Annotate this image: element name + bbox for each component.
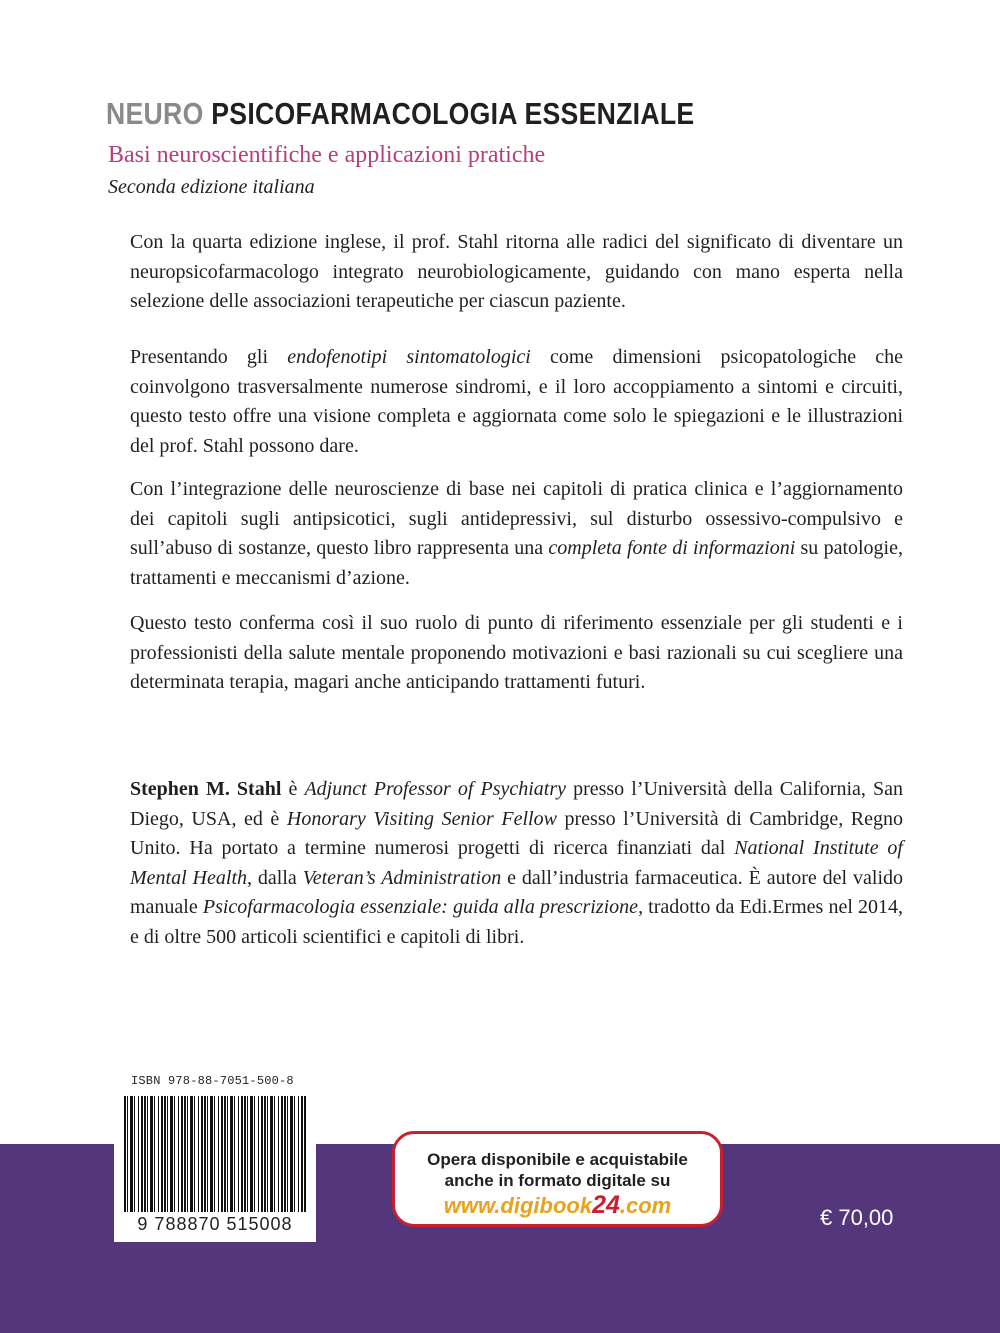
url-part-c: .com	[619, 1193, 672, 1218]
url-part-b: 24	[592, 1191, 620, 1219]
author-bio	[130, 775, 903, 953]
price-label: € 70,00	[820, 1205, 894, 1230]
digibook-link[interactable]	[395, 1192, 720, 1219]
title-prefix: NEURO	[106, 96, 204, 131]
digital-line-2: anche in formato digitale su	[444, 1171, 671, 1190]
digital-availability-box	[392, 1131, 723, 1227]
author-text-3: presso l’Università di Cambridge, Regno Unito. Ha portato a termine numerosi progetti di ricerca finanziati dal	[130, 807, 903, 860]
author-emphasis-2: Honorary Visiting Senior Fellow	[286, 807, 557, 830]
book-title	[106, 96, 694, 132]
digital-line-1: Opera disponibile e acquistabile	[427, 1150, 688, 1169]
barcode-bars	[124, 1096, 306, 1212]
edition-label: Seconda edizione italiana	[108, 176, 315, 198]
author-emphasis-4: Veteran’s Administration	[302, 866, 502, 889]
author-text-2: presso l’Università della California, San Diego, USA, ed è	[130, 778, 903, 830]
author-emphasis-1: Adjunct Professor of Psychiatry	[304, 778, 566, 800]
author-text-4: , dalla	[247, 866, 303, 889]
p2-text-b: come dimensioni psicopatologiche che coinvolgono trasversalmente numerose sindromi, e il loro accoppiamento a sintomi e circuiti, questo testo offre una visione completa e aggiornata come solo le spiegazioni e le illustrazioni del prof. Stahl possono dare.	[130, 346, 903, 457]
title-main: PSICOFARMACOLOGIA ESSENZIALE	[211, 96, 695, 131]
barcode	[114, 1090, 316, 1242]
author-text-6: , tradotto da Edi.Ermes nel 2014, e di oltre 500 articoli scientifici e capitoli di libri.	[130, 896, 903, 948]
blurb-paragraph-4: Questo testo conferma così il suo ruolo di punto di riferimento essenziale per gli studenti e i professionisti della salute mentale proponendo motivazioni e basi razionali su cui scegliere una determinata terapia, magari anche anticipando trattamenti futuri.	[130, 612, 903, 694]
book-subtitle: Basi neuroscientifiche e applicazioni pratiche	[108, 142, 546, 168]
isbn-label: ISBN 978-88-7051-500-8	[131, 1074, 294, 1088]
p2-text-a: Presentando gli	[130, 346, 288, 368]
author-text-1: è	[281, 778, 305, 800]
p3-text-a: Con l’integrazione delle neuroscienze di base nei capitoli di pratica clinica e l’aggiornamento dei capitoli sugli antipsicotici, sugli antidepressivi, sul disturbo ossessivo-compulsivo e sull’abuso di sostanze, questo libro rappresenta una	[130, 478, 903, 560]
p3-text-b: su patologie, trattamenti e meccanismi d’azione.	[130, 537, 903, 589]
author-text-5: e dall’industria farmaceutica. È autore del valido manuale	[130, 866, 903, 919]
blurb-paragraph-2	[130, 343, 903, 461]
barcode-number: 9 788870 515008	[137, 1214, 293, 1234]
blurb-paragraph-3	[130, 475, 903, 593]
author-emphasis-5: Psicofarmacologia essenziale: guida alla prescrizione	[202, 896, 639, 919]
url-part-a: www.digibook	[443, 1193, 593, 1218]
blurb-paragraph-1: Con la quarta edizione inglese, il prof. Stahl ritorna alle radici del significato di diventare un neuropsicofarmacologo integrato neurobiologicamente, guidando con mano esperta nella selezione delle associazioni terapeutiche per ciascun paziente.	[130, 231, 903, 313]
author-emphasis-3: National Institute of Mental Health	[130, 837, 903, 889]
author-name: Stephen M. Stahl	[130, 778, 282, 800]
p2-emphasis: endofenotipi sintomatologici	[287, 346, 531, 368]
p3-emphasis: completa fonte di informazioni	[548, 537, 796, 560]
